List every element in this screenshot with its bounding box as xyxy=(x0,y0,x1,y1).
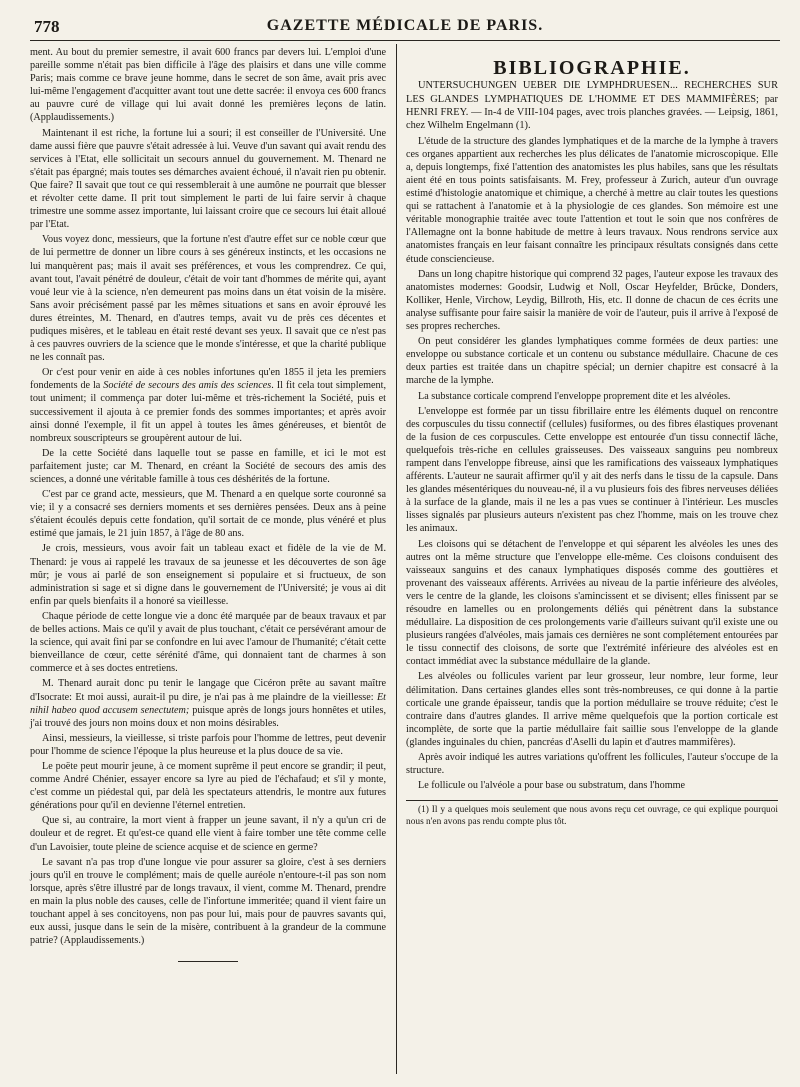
footnote: (1) Il y a quelques mois seulement que nous avons reçu cet ouvrage, ce qui explique pourquoi nous n'en avons pas rendu compte plus tôt. xyxy=(406,805,778,828)
review-paragraph: Le follicule ou l'alvéole a pour base ou substratum, dans l'homme xyxy=(418,780,686,792)
left-column xyxy=(30,46,386,962)
footnote-rule xyxy=(406,800,778,801)
right-column xyxy=(406,57,778,830)
italic-phrase: Société de secours des amis des sciences xyxy=(103,380,272,392)
article-paragraph: Vous voyez donc, messieurs, que la fortune n'est d'autre effet sur ce noble cœur que de lui permettre de donner un libre cours à ses généreux instincts, et les occasions ne lui manquèrent pas; mais il avait ses préférences, et vous les comprendrez. Ce qui, avant tout, l'avait pénétré de douleur, c'était de voir tant d'hommes de mérite qui, ayant voué leur vie à la science, n'en demeurent pas moins dans un état voisin de la misère. Sans avoir précisément passé par les mêmes situations et sans en avoir éprouvé les dures étreintes, M. Thenard, en d'autres temps, avait vu de près ces décentes et pudiques misères, et le tableau en était resté devant ses yeux. Il savait que ce n'est pas à ces pauvres ouvriers de la science que le monde s'intéresse, et que la charité publique ne les connaît pas. xyxy=(30,234,386,364)
article-paragraph: Le poëte peut mourir jeune, à ce moment suprême il peut encore se grandir; il peut, comme André Chénier, essayer encore sa lyre au pied de l'échafaud; et s'il y monte, c'est comme un piédestal qui, par delà les spectateurs attendris, le montre aux futures générations pour qu'il en devienne l'éternel entretien. xyxy=(30,760,386,812)
article-paragraph: Je crois, messieurs, vous avoir fait un tableau exact et fidèle de la vie de M. Thenard: je vous ai rappelé les travaux de sa jeunesse et les découvertes de son âge mûr; je vous ai parlé de son enseignement si populaire et si fructueux, de son administration si sage et si digne dans le gouvernement de l'Université; je vous ai dit enfin par quels bienfaits il a honoré sa vieillesse. xyxy=(30,543,386,607)
article-paragraph: De la cette Société dans laquelle tout se passe en famille, et ici le mot est parfaitement juste; car M. Thenard, en créant la Société de secours des amis des sciences, a donné une véritable famille à tous ces déshérités de la fortune. xyxy=(30,447,386,485)
article-paragraph: Le savant n'a pas trop d'une longue vie pour assurer sa gloire, c'est à ses derniers jours qu'il en trouve le complément; mais de quelle auréole n'entoure-t-il pas son nom lorsque, après s'être illustré par de longs travaux, il vient, comme M. Thenard, prendre en main la plus noble des causes, celle de l'infortune immeritée; quand il vient faire un touchant appel à ses concitoyens, non pas pour lui, mais pour de pauvres savants qui, eux aussi, jusque dans le sein de la misère, contribuent à la grandeur de la commune patrie? (Applaudissements.) xyxy=(30,856,386,947)
review-paragraph: L'enveloppe est formée par un tissu fibrillaire entre les éléments duquel on rencontre des corpuscules du tissu connectif (cellules) fusiformes, ou des fibres élastiques provenant de la fusion de ces corpuscules. Cette enveloppe est entourée d'un tissu connectif lâche, quelquefois très-riche en cellules graisseuses. Des vaisseaux sanguins peu nombreux rampent dans l'enveloppe fibreuse, ainsi que les ramifications des vaisseaux lymphatiques afférents. L'auteur ne saurait affirmer qu'il y ait des nerfs dans le tissu de la capsule. Dans les glandes mésentériques du nouveau-né, il a vu plusieurs fois des fibres nerveuses déliées à la surface de la glande, mais il ne les a pas vues se continuer à l'intérieur. Les muscles lisses signalés par plusieurs auteurs n'existent pas chez l'homme, mais on les trouve chez les animaux. xyxy=(406,405,778,535)
article-paragraph: Chaque période de cette longue vie a donc été marquée par de beaux travaux et par de belles actions. Mais ce qu'il y avait de plus touchant, c'était ce persévérant amour de la science, qui avait fini par se confondre en lui avec l'amour de l'humanité; c'était cette bienveillance de cœur, cette sérénité d'âme, qui donnaient tant de charmes à son commerce et à ses doctes entretiens. xyxy=(30,610,386,675)
review-paragraph: Après avoir indiqué les autres variations qu'offrent les follicules, l'auteur s'occupe de la structure. xyxy=(406,752,778,777)
journal-title: GAZETTE MÉDICALE DE PARIS. xyxy=(266,17,544,34)
review-paragraph: Dans un long chapitre historique qui comprend 32 pages, l'auteur expose les travaux des anatomistes modernes: Goodsir, Ludwig et Noll, Oscar Heyfelder, Brücke, Donders, Kolliker, Henle, Virchow, Leydig, Billroth, His, etc. Il donne de chacun de ces écrits une analyse suffisante pour faire saisir la manière de voir de l'auteur, puis il arrive à l'exposé de ses propres recherches. xyxy=(406,268,778,333)
italic-phrase: Et nihil habeo quod accusem senectutem; xyxy=(30,691,386,716)
review-paragraph: La substance corticale comprend l'enveloppe proprement dite et les alvéoles. xyxy=(418,390,731,402)
page-header xyxy=(30,14,780,41)
article-paragraph: Ainsi, messieurs, la vieillesse, si triste parfois pour l'homme de lettres, peut devenir pour l'homme de science l'époque la plus heureuse et la plus douce de sa vie. xyxy=(30,732,386,757)
review-paragraph: On peut considérer les glandes lymphatiques comme formées de deux parties: une enveloppe ou substance corticale et un contenu ou substance médullaire. Chacune de ces deux parties est traitée dans un chapitre spécial; un dernier chapitre est consacré à la marche de la lymphe. xyxy=(406,336,778,387)
article-paragraph: Que si, au contraire, la mort vient à frapper un jeune savant, il n'y a qu'un cri de douleur et de regret. Et qu'est-ce quand elle vient à faire tomber une tête comme celle d'un Lavoisier, toute pleine de science acquise et de science en germe? xyxy=(30,815,386,853)
article-paragraph: Maintenant il est riche, la fortune lui a souri; il est conseiller de l'Université. Une dame aussi fière que pauvre s'était adressée à lui. Veuve d'un savant qui avait rendu des services à l'Etat, elle sollicitait un secours annuel du gouvernement. M. Thenard ne s'était pas épargné; mais toutes ses démarches avaient échoué, il n'avait rien pu obtenir. Que faire? Il savait que tout ce qui ressemblerait à une aumône ne pourrait que blesser et révolter cette dame. Il prit tout simplement le parti de lui faire servir à chaque trimestre une somme assez importante, lui laissant croire que ce secours lui était alloué par l'Etat. xyxy=(30,127,386,231)
article-paragraph: ment. Au bout du premier semestre, il avait 600 francs par devers lui. L'emploi d'une pareille somme n'était pas bien difficile à l'âge des plaisirs et dans une ville comme Paris; mais comme ce brave jeune homme, dans le secret de son âme, avait pris avec lui-même l'engagement d'acquitter avant tout une dette sacrée: il envoya ces 600 francs au pauvre curé de village qui lui avait donné les premières leçons de latin. (Applaudissements.) xyxy=(30,47,386,124)
article-end-rule xyxy=(178,961,238,962)
bibliography-entry: UNTERSUCHUNGEN UEBER DIE LYMPHDRUESEN... RECHERCHES SUR LES GLANDES LYMPHATIQUES DE L'HOMME ET DES MAMMIFÈRES; par HENRI FREY. — In-4 de VIII-104 pages, avec trois planches gravées. — Leipsig, 1861, chez Wilhelm Engelmann (1). xyxy=(406,80,778,132)
page-number: 778 xyxy=(34,17,60,36)
review-paragraph: Les cloisons qui se détachent de l'enveloppe et qui séparent les alvéoles les unes des autres ont la même structure que l'enveloppe elle-même. Ces cloisons conduisent des vaisseaux sanguins et des canaux lymphatiques disposés comme des gouttières et provenant des vaisseaux afférents. Arrivées au niveau de la partie inférieure des alvéoles, vers le centre de la glande, les cloisons s'amincissent et se divisent; elles finissent par se résoudre en lamelles ou en prolongements déliés qui pénètrent dans la substance médullaire. La disposition de ces prolongements varie d'ailleurs suivant qu'il existe une ou plusieurs rangées d'alvéoles, mais jamais ces dernières ne sont complétement entourées par le tissu connectif des cloisons, de sorte que l'extrémité inférieure des alvéoles est en contact immédiat avec la substance médullaire de la glande. xyxy=(406,538,778,668)
article-paragraph: Or c'est pour venir en aide à ces nobles infortunes qu'en 1855 il jeta les premiers fondements de la Société de secours des amis des sciences. Il fit cela tout simplement, tout uniment; il commença par doter lui-même et très-richement la Société, puis et successivement il ajouta à ce premier fonds des sommes importantes; et après avoir ainsi donné l'exemple, il fit un appel à toutes les âmes généreuses, et bientôt de nombreux souscripteurs se groupèrent autour de lui. xyxy=(30,367,387,444)
column-divider xyxy=(396,44,397,1074)
article-paragraph: C'est par ce grand acte, messieurs, que M. Thenard a en quelque sorte couronné sa vie; il y a consacré ses derniers moments et ses dernières pensées. Deux ans à peine s'étaient écoulés depuis cette fondation, qu'il sortait de ce monde, plus vénéré et plus estimé que jamais, le 21 juin 1857, à l'âge de 80 ans. xyxy=(30,489,386,540)
review-paragraph: L'étude de la structure des glandes lymphatiques et de la marche de la lymphe à travers ces organes appartient aux recherches les plus délicates de l'anatomie microscopique. Elle a, depuis longtemps, fixé l'attention des anatomistes les plus habiles, sans que les résultats aient été en tous points satisfaisants. M. Frey, professeur à Zurich, auteur d'un ouvrage estimé d'histologie anatomique et chimique, a cherché à mettre au clair toutes les questions qui se rattachent à l'anatomie et à la physiologie de ces glandes. Son mémoire est une véritable monographie traitée avec toute l'attention et tout le soin que nos confrères de l'Allemagne ont la bonne habitude de mettre à leurs travaux. Nous rendrons service aux anatomistes français en leur faisant connaître les principaux résultats consignés dans cette étude consciencieuse. xyxy=(406,135,778,265)
section-title: BIBLIOGRAPHIE. xyxy=(493,57,691,79)
review-paragraph: Les alvéoles ou follicules varient par leur grosseur, leur nombre, leur forme, leur délimitation. Dans certaines glandes elles sont très-nombreuses, ce qui donne à la partie corticale une grande épaisseur, tandis que la portion médullaire se trouve réduite; c'est le contraire dans d'autres glandes. Il arrive même quelquefois que la portion corticale est incomplète, de sorte que la partie médullaire fait saillie sous l'enveloppe de la glande (glandes inguinales du chien, pancréas d'Aselli du lapin et d'autres mammifères). xyxy=(406,671,778,748)
article-paragraph: M. Thenard aurait donc pu tenir le langage que Cicéron prête au savant maître d'Isocrate: Et moi aussi, aurait-il pu dire, je n'ai pas à me plaindre de la vieillesse: Et nihil habeo quod accusem senectutem; puisque après de longs jours honnêtes et utiles, j'ai trouvé des jours non moins doux et non moins désirables. xyxy=(30,678,386,729)
